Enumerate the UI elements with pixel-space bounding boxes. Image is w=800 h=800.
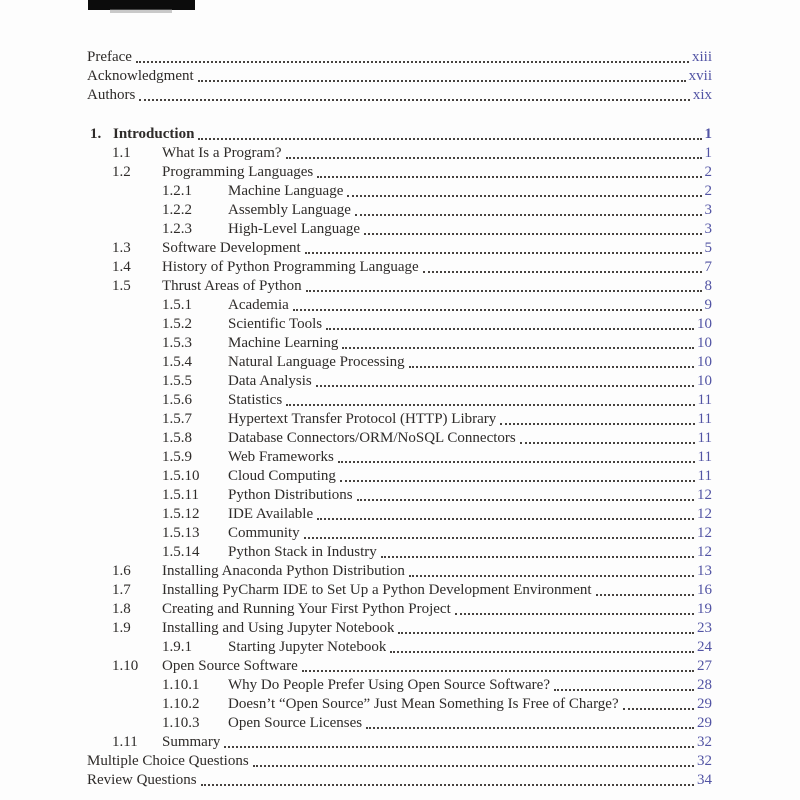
leader-dots	[500, 423, 694, 425]
section-entry	[87, 467, 712, 486]
entry-page-number: 13	[697, 563, 712, 579]
entry-number: 1.5.5	[162, 373, 192, 389]
entry-title: Preface	[87, 49, 132, 65]
section-entry	[87, 429, 712, 448]
entry-number: 1.5.12	[162, 506, 200, 522]
entry-title: Academia	[228, 297, 289, 313]
section-entry	[87, 163, 712, 182]
section-entry	[87, 239, 712, 258]
section-entry	[87, 619, 712, 638]
section-entry	[87, 638, 712, 657]
entry-page-number: 19	[697, 601, 712, 617]
front-matter-entry	[87, 86, 712, 105]
leader-dots	[366, 727, 694, 729]
leader-dots	[409, 366, 694, 368]
leader-dots	[139, 99, 689, 101]
leader-dots	[317, 176, 701, 178]
entry-title: Installing Anaconda Python Distribution	[162, 563, 405, 579]
entry-page-number: 8	[704, 278, 712, 294]
entry-page-number: 29	[697, 696, 712, 712]
entry-title: Open Source Licenses	[228, 715, 363, 731]
front-matter-entry	[87, 48, 712, 67]
entry-page-number: 2	[704, 164, 712, 180]
entry-title: Multiple Choice Questions	[87, 753, 249, 769]
entry-page-number: 32	[697, 753, 712, 769]
leader-dots	[398, 632, 694, 634]
entry-page-number: 10	[697, 373, 712, 389]
entry-title: Machine Learning	[228, 335, 339, 351]
leader-dots	[364, 233, 701, 235]
leader-dots	[316, 385, 694, 387]
entry-page-number: 11	[697, 430, 712, 446]
entry-number: 1.9	[112, 620, 131, 636]
section-entry	[87, 277, 712, 296]
section-entry	[87, 410, 712, 429]
entry-page-number: 10	[697, 335, 712, 351]
leader-dots	[340, 480, 695, 482]
entry-page-number: 34	[697, 772, 712, 788]
entry-page-number: 10	[697, 354, 712, 370]
entry-title: What Is a Program?	[162, 145, 282, 161]
section-entry	[87, 486, 712, 505]
entry-title: Review Questions	[87, 772, 197, 788]
entry-number: 1.11	[112, 734, 138, 750]
entry-number: 1.7	[112, 582, 131, 598]
entry-number: 1.4	[112, 259, 131, 275]
entry-page-number: 29	[697, 715, 712, 731]
section-entry	[87, 562, 712, 581]
entry-page-number: 9	[704, 297, 712, 313]
section-entry	[87, 524, 712, 543]
entry-page-number: 23	[697, 620, 712, 636]
leader-dots	[286, 157, 702, 159]
leader-dots	[326, 328, 694, 330]
entry-page-number: 24	[697, 639, 712, 655]
entry-page-number: 7	[704, 259, 712, 275]
section-entry	[87, 334, 712, 353]
entry-page-number: 1	[704, 145, 712, 161]
entry-title: Assembly Language	[228, 202, 351, 218]
leader-dots	[423, 271, 702, 273]
entry-number: 1.9.1	[162, 639, 192, 655]
section-entry	[87, 201, 712, 220]
front-matter-entry	[87, 67, 712, 86]
entry-page-number: 3	[704, 202, 712, 218]
entry-page-number: 11	[697, 468, 712, 484]
section-entry	[87, 714, 712, 733]
entry-title: Authors	[87, 87, 136, 103]
entry-title: Doesn’t “Open Source” Just Mean Something Is Free of Charge?	[228, 696, 619, 712]
entry-page-number: 28	[697, 677, 712, 693]
entry-number: 1.2.1	[162, 183, 192, 199]
entry-page-number: 5	[704, 240, 712, 256]
section-entry	[87, 657, 712, 676]
chapter-toc-list	[87, 125, 712, 790]
section-entry	[87, 448, 712, 467]
entry-number: 1.5.13	[162, 525, 200, 541]
section-entry	[87, 695, 712, 714]
leader-dots	[409, 575, 694, 577]
entry-title: High-Level Language	[228, 221, 361, 237]
section-entry	[87, 182, 712, 201]
entry-title: Installing and Using Jupyter Notebook	[162, 620, 395, 636]
entry-number: 1.2.2	[162, 202, 192, 218]
leader-dots	[520, 442, 695, 444]
leader-dots	[317, 518, 694, 520]
entry-number: 1.5.4	[162, 354, 192, 370]
entry-title: Installing PyCharm IDE to Set Up a Python Development Environment	[162, 582, 592, 598]
leader-dots	[198, 138, 701, 140]
entry-page-number: 3	[704, 221, 712, 237]
entry-number: 1.5	[112, 278, 131, 294]
cropped-header-bar	[88, 0, 195, 10]
entry-title: Programming Languages	[162, 164, 314, 180]
entry-number: 1.5.9	[162, 449, 192, 465]
section-entry	[87, 220, 712, 239]
entry-page-number: 32	[697, 734, 712, 750]
leader-dots	[198, 80, 686, 82]
entry-number: 1.8	[112, 601, 131, 617]
leader-dots	[136, 61, 689, 63]
leader-dots	[357, 499, 694, 501]
entry-number: 1.6	[112, 563, 131, 579]
entry-title: Machine Language	[228, 183, 344, 199]
entry-title: Summary	[162, 734, 221, 750]
entry-title: Natural Language Processing	[228, 354, 405, 370]
leader-dots	[302, 670, 694, 672]
entry-page-number: 12	[697, 544, 712, 560]
entry-title: Starting Jupyter Notebook	[228, 639, 387, 655]
leader-dots	[293, 309, 702, 311]
entry-number: 1.10.2	[162, 696, 200, 712]
entry-page-number: 2	[704, 183, 712, 199]
leader-dots	[455, 613, 694, 615]
toc-content	[87, 48, 712, 790]
leader-dots	[596, 594, 694, 596]
section-entry	[87, 391, 712, 410]
leader-dots	[306, 290, 702, 292]
entry-title: IDE Available	[228, 506, 314, 522]
section-entry	[87, 372, 712, 391]
entry-title: Python Stack in Industry	[228, 544, 377, 560]
entry-page-number: 12	[697, 487, 712, 503]
entry-title: Web Frameworks	[228, 449, 334, 465]
section-entry	[87, 296, 712, 315]
entry-page-number: 16	[697, 582, 712, 598]
entry-number: 1.5.10	[162, 468, 200, 484]
entry-title: Database Connectors/ORM/NoSQL Connectors	[228, 430, 516, 446]
leader-dots	[224, 746, 694, 748]
entry-title: Hypertext Transfer Protocol (HTTP) Library	[228, 411, 497, 427]
leader-dots	[201, 784, 694, 786]
entry-page-number: xvii	[688, 68, 712, 84]
leader-dots	[338, 461, 695, 463]
leader-dots	[554, 689, 694, 691]
section-entry	[87, 315, 712, 334]
leader-dots	[355, 214, 702, 216]
entry-number: 1.	[90, 126, 102, 142]
entry-number: 1.5.6	[162, 392, 192, 408]
section-entry	[87, 733, 712, 752]
entry-title: Community	[228, 525, 300, 541]
section-entry	[87, 258, 712, 277]
entry-title: Acknowledgment	[87, 68, 194, 84]
entry-page-number: xix	[692, 87, 712, 103]
chapter-entry	[87, 125, 712, 144]
leader-dots	[342, 347, 694, 349]
leader-dots	[304, 537, 694, 539]
section-entry	[87, 676, 712, 695]
entry-number: 1.10.1	[162, 677, 200, 693]
leader-dots	[623, 708, 694, 710]
entry-title: Cloud Computing	[228, 468, 336, 484]
section-entry	[87, 600, 712, 619]
entry-number: 1.5.1	[162, 297, 192, 313]
entry-number: 1.5.2	[162, 316, 192, 332]
section-entry	[87, 144, 712, 163]
section-entry	[87, 353, 712, 372]
end-matter-entry	[87, 752, 712, 771]
entry-page-number: 10	[697, 316, 712, 332]
leader-dots	[390, 651, 694, 653]
entry-number: 1.5.8	[162, 430, 192, 446]
leader-dots	[286, 404, 694, 406]
section-entry	[87, 505, 712, 524]
entry-title: Thrust Areas of Python	[162, 278, 302, 294]
section-entry	[87, 543, 712, 562]
entry-title: Why Do People Prefer Using Open Source Software?	[228, 677, 550, 693]
entry-number: 1.10	[112, 658, 139, 674]
entry-title: Statistics	[228, 392, 283, 408]
entry-page-number: 11	[697, 411, 712, 427]
entry-number: 1.2.3	[162, 221, 192, 237]
leader-dots	[305, 252, 702, 254]
entry-page-number: 11	[697, 449, 712, 465]
entry-page-number: 12	[697, 525, 712, 541]
entry-number: 1.5.11	[162, 487, 199, 503]
front-matter-list	[87, 48, 712, 105]
entry-page-number: 12	[697, 506, 712, 522]
entry-title: Introduction	[113, 126, 195, 142]
entry-title: Open Source Software	[162, 658, 298, 674]
end-matter-entry	[87, 771, 712, 790]
entry-title: History of Python Programming Language	[162, 259, 419, 275]
entry-page-number: 1	[704, 126, 712, 142]
entry-number: 1.2	[112, 164, 131, 180]
entry-number: 1.5.3	[162, 335, 192, 351]
entry-title: Creating and Running Your First Python Project	[162, 601, 451, 617]
entry-page-number: 27	[697, 658, 712, 674]
entry-title: Data Analysis	[228, 373, 312, 389]
entry-title: Python Distributions	[228, 487, 353, 503]
entry-number: 1.5.14	[162, 544, 200, 560]
leader-dots	[253, 765, 694, 767]
section-entry	[87, 581, 712, 600]
entry-number: 1.1	[112, 145, 131, 161]
leader-dots	[381, 556, 694, 558]
entry-number: 1.5.7	[162, 411, 192, 427]
entry-title: Software Development	[162, 240, 301, 256]
entry-number: 1.3	[112, 240, 131, 256]
entry-title: Scientific Tools	[228, 316, 323, 332]
leader-dots	[347, 195, 701, 197]
entry-number: 1.10.3	[162, 715, 200, 731]
entry-page-number: xiii	[691, 49, 712, 65]
entry-page-number: 11	[697, 392, 712, 408]
